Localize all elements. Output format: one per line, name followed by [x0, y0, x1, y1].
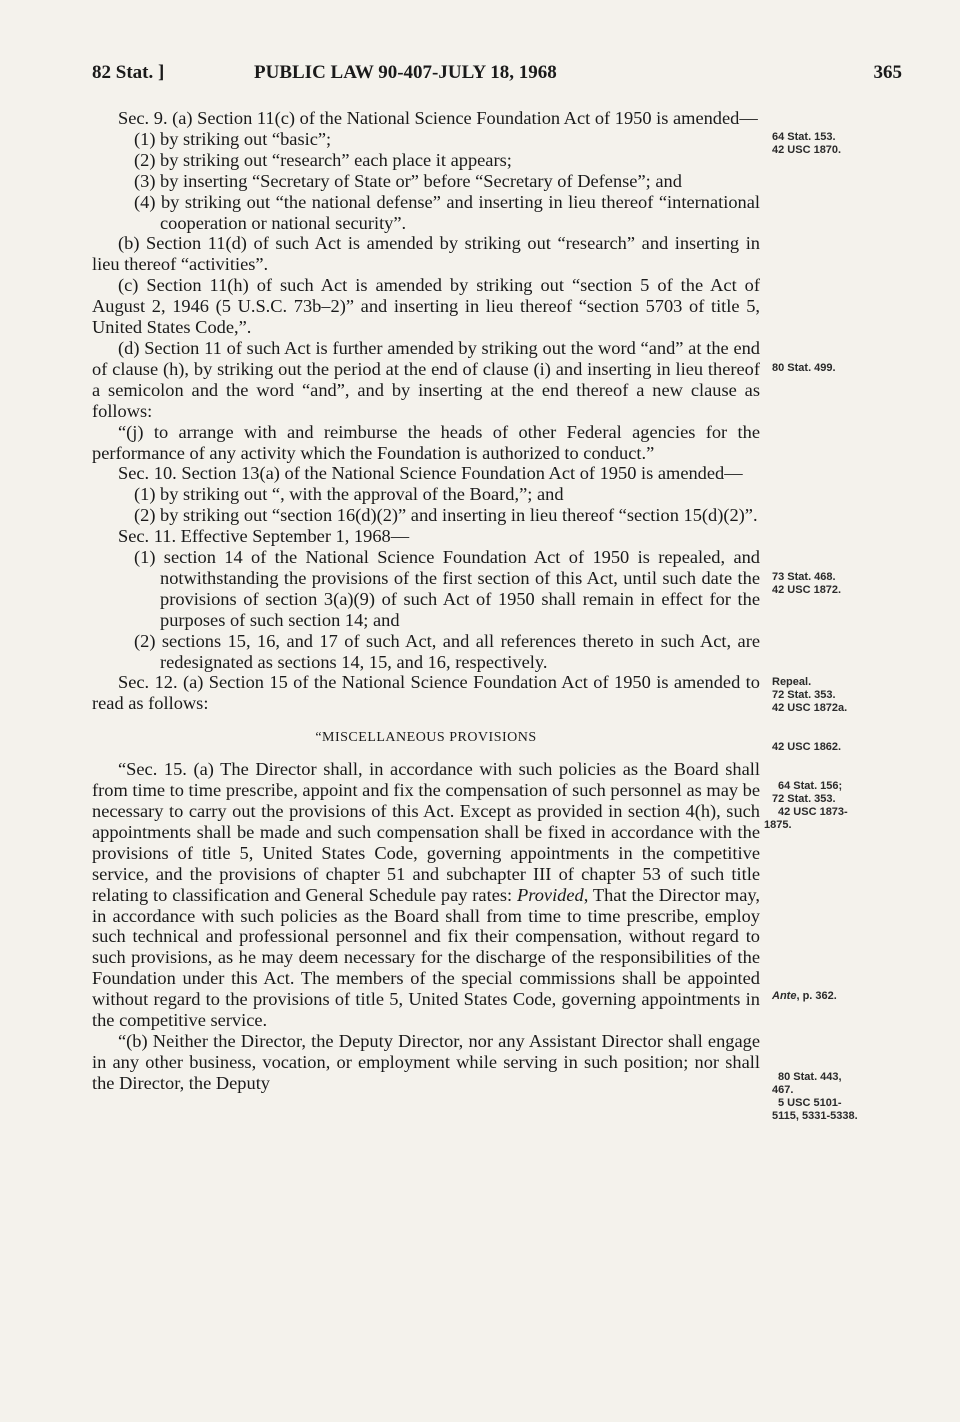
- margin-note-pay-rates: [772, 1071, 932, 1123]
- margin-note-1862: [772, 741, 932, 754]
- margin-note-redesignation: [764, 780, 932, 832]
- margin-note-line: 5115, 5331-5338.: [772, 1110, 858, 1122]
- margin-note-line: 72 Stat. 353.: [772, 793, 836, 805]
- margin-note-line: 42 USC 1862.: [772, 741, 842, 753]
- ante-page: , p. 362.: [796, 990, 837, 1002]
- margin-note-ante: [772, 990, 932, 1003]
- sec9-clause-1: (1) by striking out “basic”;: [134, 128, 332, 149]
- sec12-intro: Sec. 12. (a) Section 15 of the National Science Foundation Act of 1950 is amended to read as follows:: [92, 672, 760, 714]
- sec15-a-text-2: , That the Director may, in accordance with such policies as the Board shall from time to time prescribe, employ such technical and professional personnel and fix their compensation, without regard to such provisions, as he may deem necessary for the discharge of the responsibilities of the Foundation under this Act. The members of the special commissions shall be appointed without regard to the provisions of title 5, United States Code, governing appointments in the competitive service.: [92, 884, 760, 1031]
- margin-note-line: Repeal.: [772, 676, 812, 688]
- margin-note-line: 42 USC 1872a.: [772, 702, 848, 714]
- sec9-subsection-d: (d) Section 11 of such Act is further amended by striking out the word “and” at the end of clause (h), by striking out the period at the end of clause (i) and inserting in lieu thereof a semicolon and the word “and”, and by inserting at the end thereof a new clause as follows:: [92, 337, 760, 421]
- margin-note-line: 72 Stat. 353.: [772, 689, 836, 701]
- margin-note-sec10: [772, 571, 932, 597]
- document-body: [92, 108, 760, 1094]
- sec9-clause-4: (4) by striking out “the national defense” and inserting in lieu thereof “international cooperation or national security”.: [134, 191, 760, 233]
- margin-note-sec9c: [772, 362, 932, 375]
- margin-note-line: 42 USC 1870.: [772, 144, 842, 156]
- margin-note-line: 80 Stat. 499.: [772, 362, 836, 374]
- sec9-intro: Sec. 9. (a) Section 11(c) of the National Science Foundation Act of 1950 is amended—: [118, 108, 758, 128]
- sec11-intro: Sec. 11. Effective September 1, 1968—: [118, 526, 410, 547]
- sec15-subsection-a: [92, 759, 760, 1031]
- sec10-clause-1: (1) by striking out “, with the approval of the Board,”; and: [134, 484, 564, 505]
- ante-emphasis: Ante: [772, 990, 797, 1002]
- margin-note-line: 80 Stat. 443,: [778, 1071, 842, 1083]
- margin-note-line: 1875.: [764, 819, 792, 831]
- sec9-subsection-b: (b) Section 11(d) of such Act is amended by striking out “research” and inserting in lieu thereof “activities”.: [92, 233, 760, 275]
- sec9-subsection-c: (c) Section 11(h) of such Act is amended by striking out “section 5 of the Act of August 2, 1946 (5 U.S.C. 73b–2)” and inserting in lieu thereof “section 5703 of title 5, United States Code,”.: [92, 275, 760, 338]
- law-title: PUBLIC LAW 90-407-JULY 18, 1968: [254, 62, 557, 83]
- page-header: [92, 62, 902, 90]
- misc-provisions-heading: “MISCELLANEOUS PROVISIONS: [315, 730, 537, 746]
- page-number: 365: [873, 62, 902, 83]
- margin-note-line: 42 USC 1873-: [778, 806, 848, 818]
- sec9-clause-2: (2) by striking out “research” each place it appears;: [134, 149, 512, 170]
- margin-note-line: 467.: [772, 1084, 794, 1096]
- sec11-clause-1: (1) section 14 of the National Science Foundation Act of 1950 is repealed, and notwithstanding the provisions of the first section of this Act, until such date the provisions of section 3(a)(9) of such Act of 1950 shall remain in effect for the purposes of such section 14; and: [134, 547, 760, 630]
- margin-note-line: 42 USC 1872.: [772, 584, 842, 596]
- margin-note-line: 64 Stat. 153.: [772, 131, 836, 143]
- sec15-subsection-b: “(b) Neither the Director, the Deputy Director, nor any Assistant Director shall engage in any other business, vocation, or employment while serving in such position; nor shall the Director, the Deputy: [92, 1030, 760, 1093]
- margin-note-line: 73 Stat. 468.: [772, 571, 836, 583]
- sec10-intro: Sec. 10. Section 13(a) of the National Science Foundation Act of 1950 is amended—: [118, 463, 743, 484]
- sec10-clause-2: (2) by striking out “section 16(d)(2)” and inserting in lieu thereof “section 15(d)(2)”.: [134, 505, 758, 526]
- sec9-clause-3: (3) by inserting “Secretary of State or” before “Secretary of Defense”; and: [134, 170, 682, 191]
- sec11-clause-2: (2) sections 15, 16, and 17 of such Act, and all references thereto in such Act, are redesignated as sections 14, 15, and 16, respectively.: [134, 630, 760, 672]
- margin-note-repeal: [772, 676, 932, 715]
- margin-note-line: [772, 990, 932, 1003]
- sec15-a-text-1: “Sec. 15. (a) The Director shall, in accordance with such policies as the Board shall from time to time prescribe, appoint and fix the compensation of such personnel as may be necessary to carry out the provisions of this Act. Except as provided in section 4(h), such appointments shall be made and such compensation shall be fixed in accordance with the provisions of title 5, United States Code, governing appointments in the competitive service, and the provisions of chapter 51 and subchapter III of chapter 53 of such title relating to classification and General Schedule pay rates:: [92, 759, 761, 905]
- sec9-clause-j: “(j) to arrange with and reimburse the heads of other Federal agencies for the performance of any activity which the Foundation is authorized to conduct.”: [92, 421, 760, 463]
- statute-reference: 82 Stat. ]: [92, 62, 165, 83]
- margin-note-line: 5 USC 5101-: [778, 1097, 842, 1109]
- margin-note-sec9: [772, 131, 932, 157]
- provided-emphasis: Provided: [517, 884, 584, 905]
- margin-note-line: 64 Stat. 156;: [778, 780, 843, 792]
